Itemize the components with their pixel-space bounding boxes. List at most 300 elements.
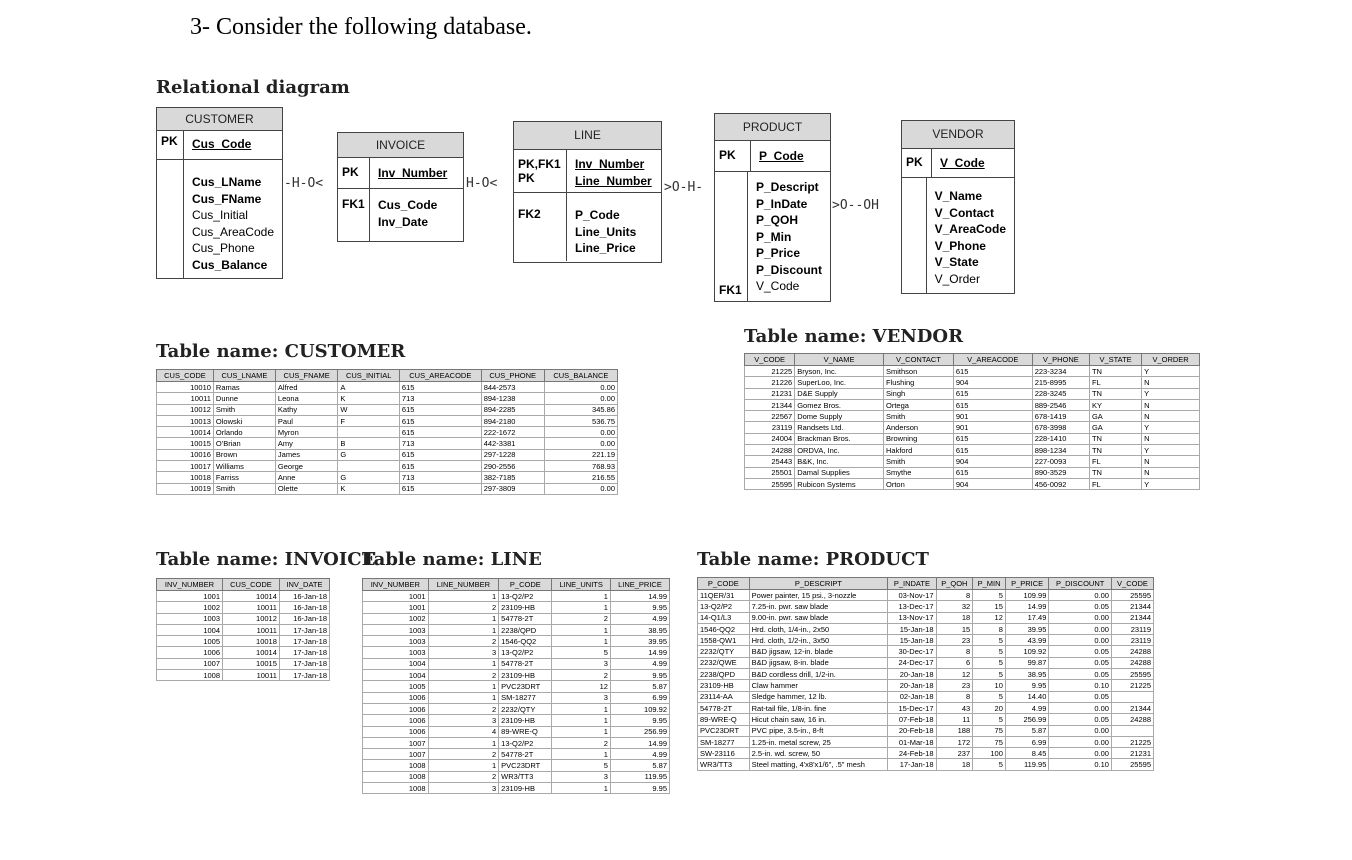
table-cell: 345.86 (544, 404, 617, 415)
table-cell: FL (1089, 377, 1141, 388)
table-cell: 0.05 (1049, 601, 1112, 612)
table-row (363, 760, 670, 771)
table-cell: 9.95 (1005, 680, 1049, 691)
table-cell: 54778-2T (499, 658, 552, 669)
table-cell: 1007 (363, 749, 429, 760)
table-cell: 615 (953, 445, 1032, 456)
table-cell: Y (1142, 478, 1200, 489)
table-cell: 3 (552, 658, 611, 669)
table-cell: Power painter, 15 psi., 3-nozzle (749, 590, 888, 601)
table-cell: 14.99 (610, 591, 669, 602)
table-cell: 13-Q2/P2 (698, 601, 750, 612)
table-cell: 615 (953, 467, 1032, 478)
erd-attr: Line_Price (575, 241, 636, 255)
table-cell: 21225 (1111, 736, 1153, 747)
table-cell: Damal Supplies (795, 467, 884, 478)
table-cell: 21344 (1111, 601, 1153, 612)
table-row (698, 736, 1154, 747)
table-row (698, 691, 1154, 702)
table-row (157, 393, 618, 404)
table-cell: 10018 (223, 636, 280, 647)
table-cell: 9.00-in. pwr. saw blade (749, 612, 888, 623)
table-cell: Alfred (275, 382, 338, 393)
table-cell: 215-8995 (1032, 377, 1089, 388)
erd-customer-pk-label: PK (157, 131, 184, 159)
table-cell: 23109-HB (499, 670, 552, 681)
table-cell: 615 (953, 399, 1032, 410)
column-header: P_DESCRIPT (749, 578, 888, 590)
table-cell: 20 (973, 702, 1006, 713)
table-cell: 8 (936, 691, 973, 702)
erd-attr: P_Min (755, 229, 792, 244)
erd-vendor (901, 120, 1015, 294)
table-cell: 21344 (1111, 702, 1153, 713)
table-cell: 222-1672 (481, 427, 544, 438)
table-row (363, 749, 670, 760)
table-cell: 3 (552, 771, 611, 782)
table-cell: 1546-QQ2 (698, 623, 750, 634)
table-cell: 1 (552, 602, 611, 613)
table-row (745, 388, 1200, 399)
table-cell: Leona (275, 393, 338, 404)
table-cell: Browning (883, 433, 953, 444)
table-cell: 23109-HB (499, 602, 552, 613)
table-cell: 256.99 (1005, 714, 1049, 725)
table-cell: Dome Supply (795, 411, 884, 422)
table-cell: 615 (399, 449, 481, 460)
column-header: V_NAME (795, 354, 884, 366)
table-cell: TN (1089, 467, 1141, 478)
table-cell: 21344 (745, 399, 795, 410)
column-header: CUS_PHONE (481, 370, 544, 382)
table-cell: 30-Dec-17 (888, 646, 936, 657)
table-cell: 10015 (157, 438, 214, 449)
table-cell: 5 (552, 760, 611, 771)
table-cell: 216.55 (544, 472, 617, 483)
table-cell: Ramas (213, 382, 275, 393)
table-cell: SuperLoo, Inc. (795, 377, 884, 388)
table-cell: N (1142, 433, 1200, 444)
table-cell: 5 (973, 669, 1006, 680)
table-cell: 119.95 (610, 771, 669, 782)
table-cell: Hakford (883, 445, 953, 456)
table-cell: 8 (973, 623, 1006, 634)
table-cell: 297-1228 (481, 449, 544, 460)
table-cell: N (1142, 411, 1200, 422)
table-cell: SW-23116 (698, 748, 750, 759)
table-cell: 898-1234 (1032, 445, 1089, 456)
table-row (698, 714, 1154, 725)
table-cell: 1007 (157, 658, 223, 669)
erd-vendor-pk-label: PK (902, 149, 932, 177)
table-cell: FL (1089, 478, 1141, 489)
vendor-table (744, 353, 1200, 490)
column-header: CUS_LNAME (213, 370, 275, 382)
table-cell: 1001 (157, 591, 223, 602)
table-cell: 615 (399, 483, 481, 494)
table-row (157, 591, 330, 602)
table-cell: 227-0093 (1032, 456, 1089, 467)
table-cell: 1005 (157, 636, 223, 647)
table-cell: 01-Mar-18 (888, 736, 936, 747)
table-cell: 1006 (363, 715, 429, 726)
table-cell: 119.95 (1005, 759, 1049, 770)
table-cell: 16-Jan-18 (279, 602, 329, 613)
table-cell: 188 (936, 725, 973, 736)
table-row (157, 438, 618, 449)
erd-invoice-pk-label: PK (338, 158, 370, 188)
table-row (157, 624, 330, 635)
table-cell: Flushing (883, 377, 953, 388)
table-cell (1111, 725, 1153, 736)
table-cell: 23119 (1111, 635, 1153, 646)
table-cell: 02-Jan-18 (888, 691, 936, 702)
table-cell: 6.99 (610, 692, 669, 703)
table-cell: 2238/QPD (499, 624, 552, 635)
table-cell: 615 (953, 388, 1032, 399)
table-cell (1111, 691, 1153, 702)
invoice-table (156, 578, 330, 681)
table-cell: 23109-HB (499, 783, 552, 794)
table-cell: 12 (552, 681, 611, 692)
table-cell: Olette (275, 483, 338, 494)
table-cell: N (1142, 377, 1200, 388)
column-header: V_AREACODE (953, 354, 1032, 366)
table-cell: 21225 (745, 366, 795, 377)
table-cell: N (1142, 467, 1200, 478)
table-row (363, 681, 670, 692)
table-cell: 75 (973, 736, 1006, 747)
table-cell: Claw hammer (749, 680, 888, 691)
table-cell: 1002 (363, 613, 429, 624)
table-cell: 1 (428, 591, 499, 602)
table-cell: 678-1419 (1032, 411, 1089, 422)
column-header: V_STATE (1089, 354, 1141, 366)
table-cell: Smith (883, 411, 953, 422)
table-row (745, 422, 1200, 433)
table-cell: 1001 (363, 591, 429, 602)
table-row (157, 427, 618, 438)
erd-vendor-pk-attr: V_Code (940, 156, 985, 170)
table-cell: 844-2573 (481, 382, 544, 393)
table-cell: 17-Jan-18 (279, 624, 329, 635)
erd-attr: V_Code (755, 279, 800, 293)
table-cell: 24004 (745, 433, 795, 444)
table-cell: Steel matting, 4'x8'x1/6", .5" mesh (749, 759, 888, 770)
table-row (698, 748, 1154, 759)
table-cell: 1005 (363, 681, 429, 692)
table-cell: 1 (428, 760, 499, 771)
table-cell: 11QER/31 (698, 590, 750, 601)
table-cell: 1 (428, 624, 499, 635)
table-cell: 23109-HB (698, 680, 750, 691)
table-cell: 15-Dec-17 (888, 702, 936, 713)
table-row (363, 613, 670, 624)
table-row (745, 411, 1200, 422)
table-cell: 2238/QPD (698, 669, 750, 680)
connector-line-product: >O-H- (664, 180, 704, 195)
table-cell: Hrd. cloth, 1/4-in., 2x50 (749, 623, 888, 634)
table-cell: 5 (973, 590, 1006, 601)
table-row (157, 602, 330, 613)
table-cell: 8 (936, 590, 973, 601)
table-cell: 17-Jan-18 (279, 670, 329, 681)
table-row (157, 449, 618, 460)
table-cell: TN (1089, 388, 1141, 399)
table-cell: 25595 (1111, 669, 1153, 680)
erd-attr: P_Discount (755, 262, 822, 277)
erd-invoice (337, 132, 464, 242)
erd-attr: Inv_Date (378, 214, 429, 229)
table-cell: 54778-2T (499, 613, 552, 624)
table-cell: 1004 (363, 658, 429, 669)
column-header: INV_NUMBER (363, 579, 429, 591)
table-cell: 5 (973, 635, 1006, 646)
table-row (157, 483, 618, 494)
table-cell: 10010 (157, 382, 214, 393)
table-cell: 25501 (745, 467, 795, 478)
table-cell: 0.00 (1049, 736, 1112, 747)
erd-invoice-title: INVOICE (338, 133, 463, 158)
table-cell: 768.93 (544, 461, 617, 472)
table-cell: 21344 (1111, 612, 1153, 623)
table-cell: 1003 (363, 636, 429, 647)
table-cell: 23114-AA (698, 691, 750, 702)
column-header: P_MIN (973, 578, 1006, 590)
table-cell: Orlando (213, 427, 275, 438)
table-row (698, 759, 1154, 770)
table-cell: PVC23DRT (698, 725, 750, 736)
table-cell: 13-Nov-17 (888, 612, 936, 623)
table-cell: 21231 (745, 388, 795, 399)
table-cell: 4.99 (1005, 702, 1049, 713)
product-table-title: Table name: PRODUCT (697, 549, 929, 570)
table-cell: 2 (428, 602, 499, 613)
erd-line-fk-label: FK2 (514, 193, 567, 261)
line-table-title: Table name: LINE (362, 549, 542, 570)
table-cell: Smithson (883, 366, 953, 377)
table-cell: 0.00 (544, 427, 617, 438)
product-table (697, 577, 1154, 771)
connector-customer-invoice: -H-O< (284, 176, 324, 191)
table-cell: 0.00 (1049, 590, 1112, 601)
customer-table (156, 369, 618, 495)
table-cell: 223-3234 (1032, 366, 1089, 377)
column-header: V_CODE (1111, 578, 1153, 590)
erd-vendor-title: VENDOR (902, 121, 1014, 149)
erd-product-pk-label: PK (715, 141, 751, 171)
erd-attr: Cus_Code (378, 198, 438, 212)
table-cell: 1002 (157, 602, 223, 613)
table-cell: 43 (936, 702, 973, 713)
table-cell: 2 (428, 771, 499, 782)
table-cell: 10016 (157, 449, 214, 460)
erd-attr: P_Price (755, 246, 801, 260)
table-cell: 0.00 (544, 483, 617, 494)
table-cell: Smythe (883, 467, 953, 478)
erd-attr: Line_Number (575, 174, 652, 188)
table-cell: 38.95 (1005, 669, 1049, 680)
table-cell: 21225 (1111, 680, 1153, 691)
column-header: P_PRICE (1005, 578, 1049, 590)
table-cell: 904 (953, 377, 1032, 388)
table-cell: 228-3245 (1032, 388, 1089, 399)
vendor-table-header-row (745, 354, 1200, 366)
erd-attr: V_AreaCode (934, 222, 1006, 236)
table-row (157, 461, 618, 472)
table-cell: 5 (973, 759, 1006, 770)
table-row (745, 478, 1200, 489)
table-row (698, 612, 1154, 623)
erd-attr: Inv_Number (575, 157, 645, 171)
table-cell: 2 (428, 636, 499, 647)
table-cell: TN (1089, 445, 1141, 456)
table-row (698, 635, 1154, 646)
table-cell: 1 (552, 591, 611, 602)
table-cell: 10012 (223, 613, 280, 624)
table-cell: 1006 (363, 703, 429, 714)
erd-line-title: LINE (514, 122, 661, 150)
table-cell: 1 (552, 749, 611, 760)
table-cell: 9.95 (610, 783, 669, 794)
table-cell: N (1142, 456, 1200, 467)
table-cell: Rat-tail file, 1/8-in. fine (749, 702, 888, 713)
table-row (157, 472, 618, 483)
table-cell: 615 (399, 382, 481, 393)
table-cell: O'Brian (213, 438, 275, 449)
table-cell: 615 (399, 415, 481, 426)
table-cell: 10011 (157, 393, 214, 404)
table-cell: SM-18277 (499, 692, 552, 703)
erd-attr: V_Contact (934, 205, 994, 220)
table-cell: 1004 (363, 670, 429, 681)
table-cell: GA (1089, 422, 1141, 433)
table-cell: Sledge hammer, 12 lb. (749, 691, 888, 702)
erd-line-pk-label: PK,FK1 PK (514, 150, 567, 192)
table-cell: 24-Feb-18 (888, 748, 936, 759)
table-cell: 07-Feb-18 (888, 714, 936, 725)
table-row (745, 467, 1200, 478)
table-cell: 0.05 (1049, 691, 1112, 702)
column-header: V_CONTACT (883, 354, 953, 366)
erd-attr: Cus_Phone (191, 241, 255, 255)
table-cell: Y (1142, 366, 1200, 377)
table-cell: Y (1142, 388, 1200, 399)
table-cell: KY (1089, 399, 1141, 410)
table-row (157, 613, 330, 624)
table-cell: 2232/QTY (698, 646, 750, 657)
table-cell: Anderson (883, 422, 953, 433)
table-cell: 0.00 (1049, 635, 1112, 646)
table-cell: 12 (973, 612, 1006, 623)
table-cell: 10015 (223, 658, 280, 669)
table-cell: 20-Jan-18 (888, 669, 936, 680)
column-header: P_DISCOUNT (1049, 578, 1112, 590)
table-cell (338, 427, 399, 438)
table-cell: 5 (973, 691, 1006, 702)
erd-invoice-pk-attr: Inv_Number (378, 166, 448, 180)
table-cell: George (275, 461, 338, 472)
table-cell: 382-7185 (481, 472, 544, 483)
table-cell: 23 (936, 680, 973, 691)
table-cell: 99.87 (1005, 657, 1049, 668)
table-cell: 10014 (223, 591, 280, 602)
table-cell: 678-3998 (1032, 422, 1089, 433)
table-cell: 24288 (745, 445, 795, 456)
table-cell: 10011 (223, 624, 280, 635)
erd-invoice-fk-attrs (370, 189, 445, 241)
table-cell: 4.99 (610, 749, 669, 760)
table-row (698, 590, 1154, 601)
table-cell: 16-Jan-18 (279, 591, 329, 602)
erd-customer-title: CUSTOMER (157, 108, 282, 131)
table-cell: PVC pipe, 3.5-in., 8-ft (749, 725, 888, 736)
table-cell: 0.00 (1049, 623, 1112, 634)
table-cell: 0.00 (1049, 702, 1112, 713)
table-cell: 1 (428, 681, 499, 692)
table-cell: 456-0092 (1032, 478, 1089, 489)
table-cell: 0.05 (1049, 714, 1112, 725)
table-row (157, 415, 618, 426)
table-cell: WR3/TT3 (499, 771, 552, 782)
table-cell: 0.00 (544, 393, 617, 404)
table-row (363, 602, 670, 613)
table-cell: 0.00 (544, 438, 617, 449)
table-cell: 890-3529 (1032, 467, 1089, 478)
vendor-table-title: Table name: VENDOR (744, 326, 964, 347)
table-cell: 2 (552, 613, 611, 624)
erd-attr: P_Descript (755, 180, 819, 194)
table-cell: 23119 (745, 422, 795, 433)
table-row (698, 669, 1154, 680)
table-cell: 615 (399, 461, 481, 472)
invoice-table-header-row (157, 579, 330, 591)
erd-attr: P_QOH (755, 213, 798, 227)
table-cell: 15-Jan-18 (888, 635, 936, 646)
table-cell: Smith (883, 456, 953, 467)
table-row (698, 725, 1154, 736)
table-cell: 7.25-in. pwr. saw blade (749, 601, 888, 612)
table-cell: 1 (552, 703, 611, 714)
table-cell: 20-Jan-18 (888, 680, 936, 691)
table-cell: 24-Dec-17 (888, 657, 936, 668)
table-cell: 1003 (157, 613, 223, 624)
table-cell: 100 (973, 748, 1006, 759)
invoice-table-title: Table name: INVOICE (156, 549, 376, 570)
table-cell: 20-Feb-18 (888, 725, 936, 736)
table-cell: 894-2180 (481, 415, 544, 426)
table-cell: 13-Q2/P2 (499, 591, 552, 602)
table-cell: 23119 (1111, 623, 1153, 634)
table-cell: 172 (936, 736, 973, 747)
table-cell: 0.05 (1049, 657, 1112, 668)
table-cell: 1008 (363, 783, 429, 794)
column-header: INV_DATE (279, 579, 329, 591)
table-cell: 24288 (1111, 657, 1153, 668)
table-row (698, 657, 1154, 668)
table-cell: 109.99 (1005, 590, 1049, 601)
table-cell: 0.00 (1049, 748, 1112, 759)
table-cell: 2 (428, 749, 499, 760)
table-cell: 0.10 (1049, 680, 1112, 691)
product-table-header-row (698, 578, 1154, 590)
table-cell: 10017 (157, 461, 214, 472)
table-cell: 1 (552, 726, 611, 737)
table-row (363, 715, 670, 726)
column-header: V_CODE (745, 354, 795, 366)
table-cell: 16-Jan-18 (279, 613, 329, 624)
table-cell: Brown (213, 449, 275, 460)
